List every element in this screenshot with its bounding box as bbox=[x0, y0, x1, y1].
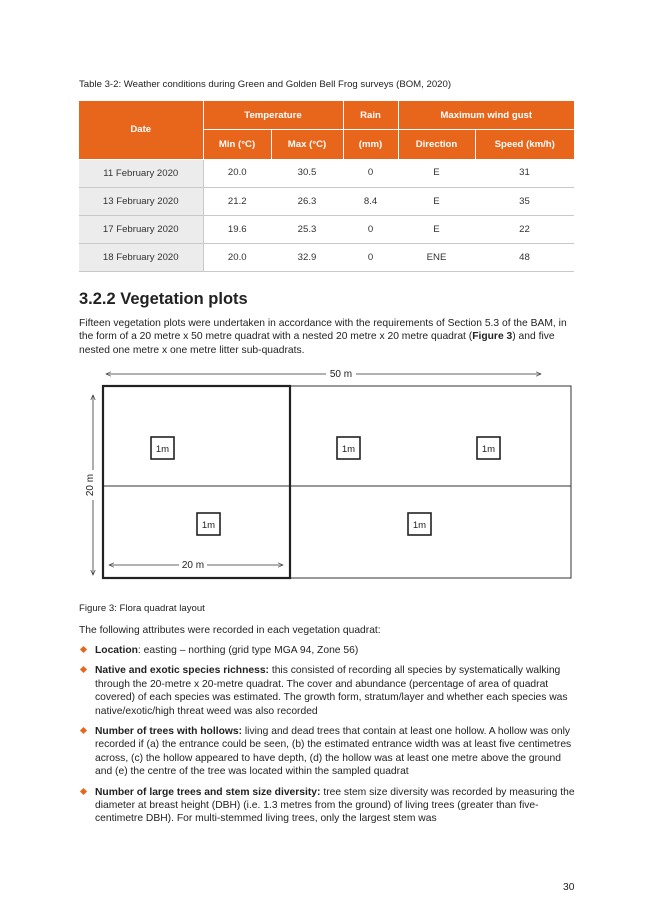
table-row bbox=[79, 159, 574, 187]
page-number: 30 bbox=[563, 882, 575, 893]
header-temperature: Temperature bbox=[203, 101, 343, 130]
cell-date: 18 February 2020 bbox=[79, 243, 203, 271]
header-mm: (mm) bbox=[343, 130, 398, 160]
intro-text-2: ) and five nested one metre x one metre litter sub-quadrats. bbox=[79, 331, 555, 356]
cell-max: 25.3 bbox=[271, 215, 343, 243]
quadrat-diagram bbox=[78, 366, 578, 586]
list-item bbox=[79, 644, 579, 657]
list-item bbox=[79, 786, 579, 826]
intro-paragraph bbox=[79, 317, 579, 357]
cell-date: 17 February 2020 bbox=[79, 215, 203, 243]
nested-quadrat bbox=[103, 386, 290, 578]
list-item bbox=[79, 725, 579, 779]
item-title: Number of large trees and stem size diversity: bbox=[95, 786, 321, 798]
cell-max: 32.9 bbox=[271, 243, 343, 271]
cell-speed: 35 bbox=[475, 187, 574, 215]
item-text: living and dead trees that contain at least one hollow. A hollow was only recorded if (a) the entrance could be seen, (b) the estimated entrance width was at least five centimetres across, (c) the hollow appeared to have depth, (d) the hollow was at least one metre above the ground and (e) the centre of the tree was located within the sampled quadrat bbox=[95, 726, 572, 778]
outer-quadrat bbox=[103, 386, 571, 578]
figure-reference: Figure 3 bbox=[472, 331, 513, 343]
header-wind: Maximum wind gust bbox=[398, 101, 574, 130]
cell-min: 21.2 bbox=[203, 187, 271, 215]
attributes-intro: The following attributes were recorded in each vegetation quadrat: bbox=[79, 625, 381, 636]
cell-max: 30.5 bbox=[271, 159, 343, 187]
table-row bbox=[79, 187, 574, 215]
cell-min: 20.0 bbox=[203, 159, 271, 187]
header-direction: Direction bbox=[398, 130, 475, 160]
cell-rain: 8.4 bbox=[343, 187, 398, 215]
sub-quadrat-label: 1m bbox=[201, 520, 216, 531]
cell-direction: ENE bbox=[398, 243, 475, 271]
attributes-list bbox=[79, 644, 579, 833]
item-text: tree stem size diversity was recorded by measuring the diameter at breast height (DBH) (i.e. 1.3 metres from the ground) of living trees (greater than five-centimetre DBH). For multi-stemmed living trees, only the largest stem was bbox=[95, 786, 575, 825]
cell-direction: E bbox=[398, 215, 475, 243]
cell-min: 20.0 bbox=[203, 243, 271, 271]
cell-date: 11 February 2020 bbox=[79, 159, 203, 187]
table-row bbox=[79, 215, 574, 243]
header-speed: Speed (km/h) bbox=[475, 130, 574, 160]
section-heading: 3.2.2 Vegetation plots bbox=[79, 290, 248, 308]
item-title: Native and exotic species richness: bbox=[95, 665, 269, 677]
label-50m: 50 m bbox=[329, 369, 353, 380]
cell-speed: 31 bbox=[475, 159, 574, 187]
sub-quadrat-label: 1m bbox=[155, 444, 170, 455]
sub-quadrat-label: 1m bbox=[412, 520, 427, 531]
sub-quadrat-label: 1m bbox=[481, 444, 496, 455]
cell-direction: E bbox=[398, 159, 475, 187]
cell-speed: 22 bbox=[475, 215, 574, 243]
sub-quadrat-label: 1m bbox=[341, 444, 356, 455]
cell-min: 19.6 bbox=[203, 215, 271, 243]
diamond-bullet-icon bbox=[80, 646, 87, 653]
list-item bbox=[79, 664, 579, 718]
figure-caption: Figure 3: Flora quadrat layout bbox=[79, 603, 205, 614]
cell-speed: 48 bbox=[475, 243, 574, 271]
label-20m-bottom: 20 m bbox=[181, 560, 205, 571]
table-caption: Table 3-2: Weather conditions during Green and Golden Bell Frog surveys (BOM, 2020) bbox=[79, 79, 452, 90]
cell-rain: 0 bbox=[343, 159, 398, 187]
cell-rain: 0 bbox=[343, 215, 398, 243]
item-text: this consisted of recording all species by systematically walking through the 20-metre x 20-metre quadrat. The cover and abundance (percentage of area of quadrat covered) of each species was estimated. The growth form, stratum/layer and whether each species was native/exotic/high threat weed was also recorded bbox=[95, 665, 568, 717]
item-text: : easting – northing (grid type MGA 94, Zone 56) bbox=[137, 645, 359, 656]
cell-rain: 0 bbox=[343, 243, 398, 271]
header-min: Min (°C) bbox=[203, 130, 271, 160]
cell-direction: E bbox=[398, 187, 475, 215]
item-title: Number of trees with hollows: bbox=[95, 726, 243, 738]
cell-max: 26.3 bbox=[271, 187, 343, 215]
intro-text-1: Fifteen vegetation plots were undertaken in accordance with the requirements of Section 5.3 of the BAM, in the form of a 20 metre x 50 metre quadrat with a nested 20 metre x 20 metre quadrat ( bbox=[79, 318, 567, 343]
item-title: Location bbox=[95, 645, 138, 656]
diamond-bullet-icon bbox=[80, 727, 87, 734]
diamond-bullet-icon bbox=[80, 666, 87, 673]
diamond-bullet-icon bbox=[80, 788, 87, 795]
cell-date: 13 February 2020 bbox=[79, 187, 203, 215]
table-row bbox=[79, 243, 574, 271]
header-rain: Rain bbox=[343, 101, 398, 130]
label-20m-side: 20 m bbox=[85, 473, 96, 497]
header-date: Date bbox=[79, 101, 203, 159]
weather-table bbox=[79, 101, 574, 272]
header-max: Max (°C) bbox=[271, 130, 343, 160]
